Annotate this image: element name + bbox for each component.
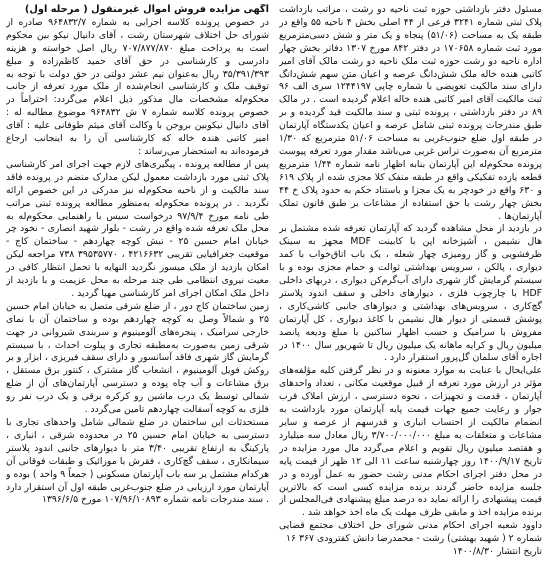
- notice-paragraph: علی‌ایحال با عنایت به موارد معنونه و در نظر گرفتن کلیه مؤلفه‌های مؤثر در ارزش مورد تعرفه از قبیل موقعیت مکانی ، تعداد واحدهای آپارتمان ، قدمت و تجهیزات ، نحوه دسترسی ، ارزش املاک قرب جوار و رعایت جمیع جهات قیمت پایه آپارتمان مورد بازداشت به انضمام مالکیت از احتساب انباری و قدرسهم از عرصه و سایر مشاعات و متعلقات به مبلغ ۳/۷۰۰/۰۰۰/۰۰۰ ریال معادل سه میلیارد و هفتصد میلیون ریال تقویم و اعلام می‌گردد مال مورد مزایده در تاریخ ۱۴۰۰/۹/۱۷ روز چهارشنبه ساعت ۱۱ الی ۱۲ ظهر از قیمت پایه در محل دفتر اجرای احکام مدنی رشت حضور به عمل آورده و در جلسه مزایده حاضر گردند برنده مزایده کسی است که بالاترین قیمت پیشنهادی را ارائه نماید ده درصد مبلغ پیشنهادی فی‌المجلس از برنده مزایده اخذ و مابقی ظرف مهلت یک ماه اخذ خواهد شد .: [279, 365, 542, 519]
- notice-paragraph: در بازدید از محل مشاهده گردید که آپارتمان تعرفه شده مشتمل بر هال نشیمن ، آشپزخانه اپن با کابینت MDF مجهز به سینک ظرفشویی و گاز رومیزی چهار شعله ، یک باب اتاق‌خواب با کمد دیواری ، پالکن ، سرویس بهداشتی ثوالت و حمام مجزی بوده و با سیستم گرمایش گاز شهری دارای آب‌گرم‌کن دیواری ، دربهای داخلی HDF با چارچوب فلزی ، دیوارهای داخلی و سقف اندود پلاستر گچ‌کاری ، سرویس‌های بهداشتی و دیوارهای جانبی کاشی‌کاری ، پوشش قسمتی از دیوار هال نشیمن با کاغذ دیواری ، کل آپارتمان مفروش با سرامیک و حسب اظهار ساکنین با مبلغ ودیعه پانصد میلیون ریال و کرایه ماهانه یک میلیون ریال تا شهریور سال ۱۴۰۰ در اجاره آقای سلمان گل‌پرور استقرار دارد .: [279, 223, 542, 364]
- notice-paragraph: مسئول دفتر بازداشتی حوزه ثبت ناحیه دو رشت ، مراتب بازداشت پلاک ثبتی شماره ۳۲۴۱ فرعی از ۴۴ اصلی بخش ۴ ناحیه ۵۵ واقع در طبقه یک به مساحت (۵۱/۰۶) پنجاه و یک متر و شش دسی‌مترمربع مورد ثبت شماره ۱۷۰۶۵۸ در دفتر ۸۴۲ مورخ ۱۳۰۷ دفاتر بخش چهار اداره ناحیه دو رشت حوزه ثبت ملک ناحیه دو رشت مالک آقای امیر کاتبی هنده خاله ملک شش‌دانگ عرصه و اعیان متن سهم شش‌دانگ دارای سند مالکیت تعویضی با شماره چاپی ۱۲۴۴۱۹۷ سری الف ۹۶ ثبت مالکیت آقای امیر کاتبی هنده خاله اعلام گردیده است . در مالک ۸۹ در دفتر بازداشتی ، پرونده ثبتی و سند مالکیت قید گردیده و بر طبق مندرجات پرونده ثبتی شامل عرصه و اعیان یکدستگاه آپارتمان در طبقه اول ضلع جنوب‌غربی به مساحت ۵۱/۰۶ مترمربع که ۱/۳۰ مترمربع آن به‌صورت تراس غربی می‌باشد مقدار مورد تعرفه پیوست پرونده محکوم‌له این آپارتمان بنابه اظهار نامه شماره ۱/۴۴ مترمربع قطعه یازده تفکیکی واقع در طبقه منفک کلا مجزی شده از پلاک ۶۱۹ و ۶۳۰ واقع در خودچر به یک مجزا و باستناد حکم به حدود پلاک خ ۴۴ بخش چهار رشت با حق استفاده از مشاعات بر طبق قانون تملک آپارتمان‌ها .: [279, 4, 542, 222]
- notice-paragraph: مستحدثات این ساختمان در ضلع شمالی شامل واحدهای تجاری با دسترسی به خیابان امام حسین ۲۵ در محدوده شرقی ، انباری ، پارکینگ به ارتفاع تقریبی ۳/۴۰ متر با دیوارهای جانبی اندود پلاستر سیمانکاری ، سقف گچ‌کاری ، فقرش با موزائیک و طبقات فوقانی آن هرکدام مشتمل بر سه باب آپارتمان مسکونی ( جمعاً ۹ واحد ) بوده و آپارتمان مورد ارزیابی در ضلع جنوب‌غربی طبقه اول آن استقرار دارد . سند مندرجات نامه شماره ۱۰۷/۹۶/۱۰۸۹۳ مورخ ۱۳۹۶/۶/۵: [6, 417, 269, 506]
- notice-signature: داوود شعبه اجرای احکام مدنی شورای حل اختلاف مجتمع قضایی شماره ۲ ( شهید بهشتی) رشت - محمدرضا دانش کفترودی ۳۶۷ ۱۶: [279, 520, 542, 545]
- notice-column-left: [279, 4, 542, 572]
- notice-title: آگهی مزایده فروش اموال غیرمنقول ( مرحله اول): [24, 4, 269, 15]
- notice-column-right: [6, 4, 269, 572]
- notice-paragraph: در خصوص پرونده کلاسه اجرایی به شماره ۹۶۴۸۳۲/۷ صادره از شورای حل اختلاف شهرستان رشت ، آقای دانیال نیکو بین محکوم است به پرداخت مبلغ ۷۰۷/۸۷۷/۸۷۰ ریال اصل خواسته و هزینه دادرسی و کارشناسی در حق آقای حمید کاظم‌زاده و مبلغ ۳۵/۳۹۱/۳۹۳ ریال به‌عنوان نیم عشر دولتی در حق دولت با توجه به توقیف ملک و کارشناسی انجام‌شده از ملک مورد تعرفه از جانب محکوم‌له مشخصات مال مذکور ذیل اعلام می‌گردد: احتراماً در خصوص پرونده کلاسه شماره ۷ ش ۹۶۴۸۳۲ موضوع مطالبه له : آقای دانیال نیکوبین بروجن با وکالت آقای میثم طوفانی علیه : آقای امیر کاتبی هندہ خاله که کارشناسی آن را به اینجانب ارجاع فرموده‌اند به استحضار می‌رساند :: [6, 16, 269, 157]
- publish-date: تاریخ انتشار ۱۴۰۰/۸/۳۰: [452, 546, 542, 558]
- notice-paragraph: زمین ساختمان کاج دور ، از ضلع شرقی متصل به خیابان امام حسین ۲۵ و شمالاً وصل به کوچه چهاردهم بوده و ساختمان آن با نمای خارجی سرامیک ، پنجره‌های آلومینیوم و سربندی شیروانی در جهت شرقی زمین به‌صورت به‌مطبقه تجاری و پیلوت احداث ، با سیستم گرمایش گاز شهری فاقد آسانسور و دارای سقف فیریزی ، ابزار و بر روکش فویل آلومینیوم ، انشعاب گاز مشترک ، کنتور برق مستقل ، برق مشاعات و آب چاه پوده و دسترسی آپارتمان‌های آن از ضلع شمالی توسط یک درب ماشین رو کرکره برقی و یک درب نفر رو فلزی به کوچه آسفالت چهاردهم تامین می‌گردد .: [6, 300, 269, 416]
- notice-paragraph: پس از مطالعه پرونده ، پیگیری‌های لازم جهت اجرای امر کارشناسی پلاک ثبتی مورد بازداشت معمول لیکن مدارک منضم در پرونده فاقد سند مالکیت و از ناحیه محکوم‌له نیز مدرکی در این خصوص ارائه نگردید . در پرونده محکوم‌له به‌منظور مطالعه پرونده ثبتی مراتب طی نامه مورخ ۹۷/۹/۴ درخواست سیس با راهنمایی محکوم‌له به محل ملک تعرفه شده واقع در رشت - بلوار شهید انصاری - نخود چر خیابان امام حسین ۲۵ - نبش کوچه چهاردهم - ساختمان کاج - موقعیت جغرافیایی تقریبی ۴۲۱۶۶۳۲ ، ۳۹۵۳۵۷۷۰ ۷۳۸ مراجعه لیکن امکان بازدید از ملک میسور نگردید النهایه با تحمل انتظار کافی در معیت نیروی انتظامی طی چند مرحله به محل عزیمت و با بازدید از داخل ملک امکان اجرای امر کارشناسی مهیا گردید .: [6, 158, 269, 299]
